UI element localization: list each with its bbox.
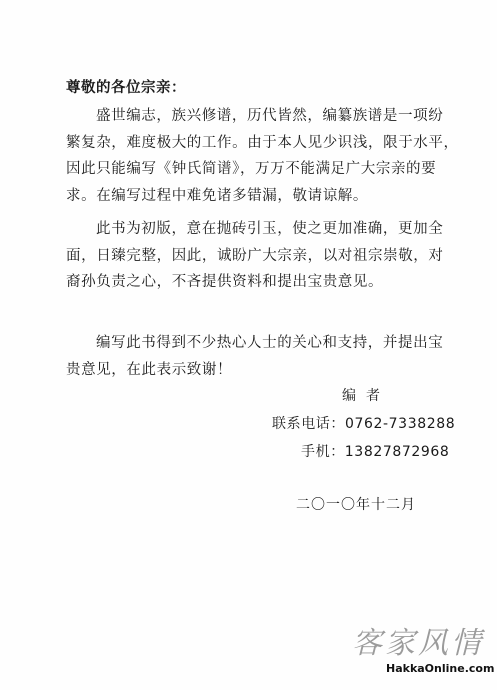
watermark-calligraphy: 客家风情	[352, 626, 484, 661]
paragraph-line: 此书为初版，意在抛砖引玉，使之更加准确，更加全	[96, 221, 444, 237]
signature-phone: 联系电话：0762-7338288	[272, 416, 456, 432]
salutation: 尊敬的各位宗亲：	[66, 80, 186, 96]
paragraph-line: 繁复杂，难度极大的工作。由于本人见少识浅，限于水平，	[66, 134, 459, 151]
signature-mobile: 手机：13827872968	[301, 444, 450, 460]
paragraph-3	[66, 330, 456, 383]
paragraph-1	[66, 103, 459, 209]
paragraph-line: 因此只能编写《钟氏简谱》，万万不能满足广大宗亲的要	[66, 161, 437, 177]
paragraph-line: 求。在编写过程中难免诸多错漏，敬请谅解。	[66, 187, 368, 204]
paragraph-line: 裔孙负责之心，不吝提供资料和提出宝贵意见。	[66, 274, 384, 290]
paragraph-2	[66, 216, 456, 296]
signature-editor: 编者	[342, 388, 390, 404]
signature-date: 二〇一〇年十二月	[296, 497, 416, 513]
paragraph-line: 编写此书得到不少热心人士的关心和支持，并提出宝	[96, 335, 444, 351]
paragraph-line: 面，日臻完整，因此，诚盼广大宗亲，以对祖宗崇敬，对	[66, 247, 444, 264]
paragraph-line: 盛世编志，族兴修谱，历代皆然，编纂族谱是一项纷	[96, 108, 444, 124]
watermark-url: HakkaOnline.com	[386, 662, 495, 675]
paragraph-line: 贵意见，在此表示致谢！	[66, 361, 233, 378]
